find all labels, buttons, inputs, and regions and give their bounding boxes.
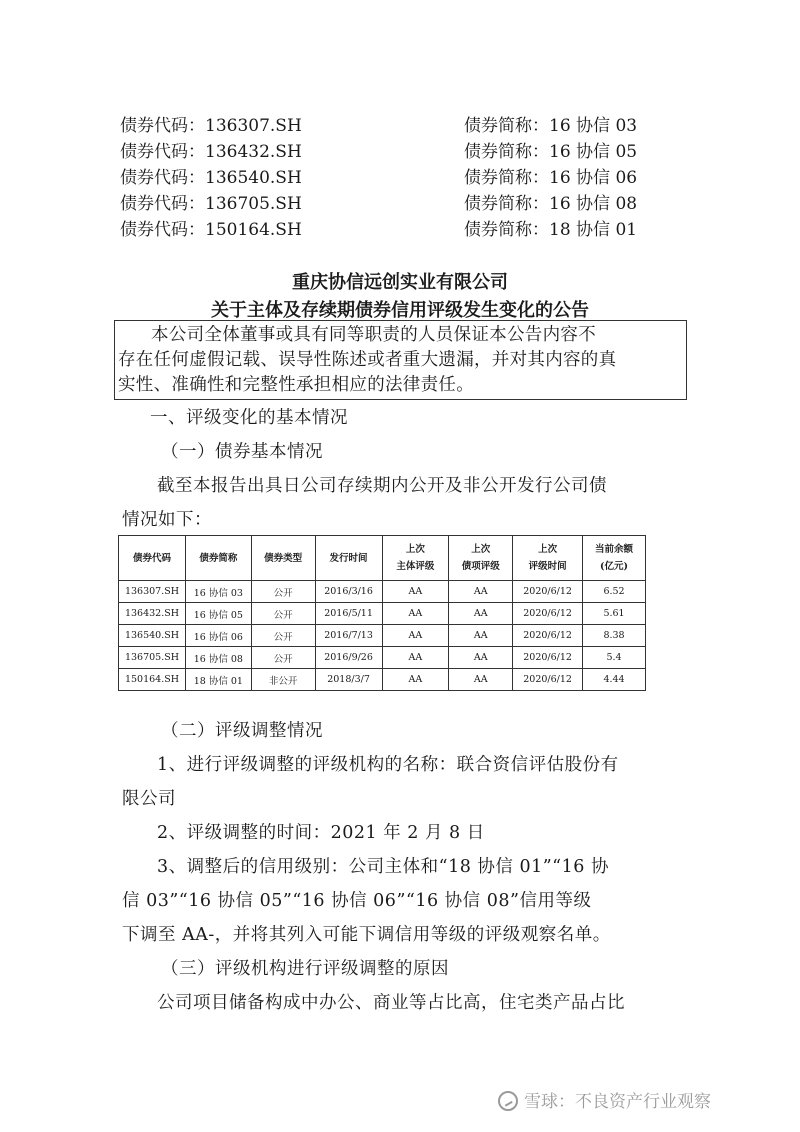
table-cell: 非公开 [251, 669, 315, 691]
snowball-logo-icon [498, 1091, 518, 1111]
table-header-cell: 上次 主体评级 [382, 536, 449, 581]
table-cell: 2020/6/12 [513, 669, 583, 691]
bond-short-name: 债券简称：16 协信 05 [464, 142, 638, 162]
table-cell: 18 协信 01 [185, 669, 251, 691]
paragraph-line: 公司项目储备构成中办公、商业等占比高，住宅类产品占比 [157, 993, 625, 1013]
table-cell: AA [449, 647, 513, 669]
table-row [119, 581, 646, 603]
table-cell: AA [382, 581, 449, 603]
paragraph-line: 情况如下： [122, 510, 212, 530]
table-row [119, 625, 646, 647]
table-cell: 150164.SH [119, 669, 186, 691]
table-cell: AA [382, 625, 449, 647]
bond-code: 债券代码：150164.SH [120, 220, 302, 240]
bond-short-name: 债券简称：16 协信 08 [464, 194, 638, 214]
subsection-heading-1: （一）债券基本情况 [161, 442, 323, 462]
watermark [498, 1087, 711, 1112]
table-cell: 2016/9/26 [315, 647, 382, 669]
bond-short-name: 债券简称：16 协信 06 [464, 168, 638, 188]
bond-short-name: 债券简称：18 协信 01 [464, 220, 638, 240]
paragraph-line: 2、评级调整的时间：2021 年 2 月 8 日 [157, 823, 485, 843]
bond-code-row [120, 191, 680, 217]
table-cell: 公开 [251, 625, 315, 647]
paragraph-line: 3、调整后的信用级别：公司主体和“18 协信 01”“16 协 [157, 857, 609, 877]
table-cell: AA [382, 603, 449, 625]
watermark-text: 雪球：不良资产行业观察 [524, 1092, 711, 1112]
table-cell: 2016/7/13 [315, 625, 382, 647]
document-title-company: 重庆协信远创实业有限公司 [292, 272, 508, 293]
table-cell: 2020/6/12 [513, 603, 583, 625]
table-cell: 8.38 [583, 625, 646, 647]
table-cell: 16 协信 03 [185, 581, 251, 603]
table-cell: 2018/3/7 [315, 669, 382, 691]
paragraph-line: 下调至 AA-，并将其列入可能下调信用等级的评级观察名单。 [122, 925, 611, 945]
paragraph-line: 1、进行评级调整的评级机构的名称：联合资信评估股份有 [157, 755, 619, 775]
bond-table [118, 535, 646, 691]
table-cell: 5.61 [583, 603, 646, 625]
table-cell: 公开 [251, 581, 315, 603]
bond-code-row [120, 217, 680, 243]
table-header-cell: 债券简称 [185, 536, 251, 581]
paragraph-line: 限公司 [122, 789, 176, 809]
table-cell: AA [449, 625, 513, 647]
bond-code-list [120, 113, 680, 243]
disclaimer-line: 存在任何虚假记载、误导性陈述或者重大遗漏，并对其内容的真 [118, 350, 617, 370]
bond-code: 债券代码：136307.SH [120, 116, 302, 136]
table-header-cell: 上次 评级时间 [513, 536, 583, 581]
table-cell: 2020/6/12 [513, 625, 583, 647]
paragraph-line: 信 03”“16 协信 05”“16 协信 06”“16 协信 08”信用等级 [122, 891, 592, 911]
paragraph-line: 截至本报告出具日公司存续期内公开及非公开发行公司债 [157, 476, 607, 496]
disclaimer-box [114, 320, 687, 400]
table-cell: 16 协信 06 [185, 625, 251, 647]
table-header-cell: 债券类型 [251, 536, 315, 581]
subsection-heading-2: （二）评级调整情况 [161, 721, 323, 741]
bond-code: 债券代码：136705.SH [120, 194, 302, 214]
table-cell: 公开 [251, 603, 315, 625]
table-header-cell: 当前余额 (亿元) [583, 536, 646, 581]
bond-code-row [120, 165, 680, 191]
table-cell: 2020/6/12 [513, 647, 583, 669]
table-cell: AA [382, 669, 449, 691]
table-cell: 16 协信 05 [185, 603, 251, 625]
table-cell: AA [449, 669, 513, 691]
table-cell: 2020/6/12 [513, 581, 583, 603]
bond-code-row [120, 113, 680, 139]
table-cell: 6.52 [583, 581, 646, 603]
disclaimer-line: 实性、准确性和完整性承担相应的法律责任。 [118, 375, 474, 395]
table-header-cell: 上次 债项评级 [449, 536, 513, 581]
table-cell: 136432.SH [119, 603, 186, 625]
bond-code: 债券代码：136540.SH [120, 168, 302, 188]
table-header-cell: 债券代码 [119, 536, 186, 581]
table-cell: 4.44 [583, 669, 646, 691]
table-header-row [119, 536, 646, 581]
table-cell: 136705.SH [119, 647, 186, 669]
table-cell: AA [449, 581, 513, 603]
bond-code-row [120, 139, 680, 165]
table-row [119, 647, 646, 669]
disclaimer-line: 本公司全体董事或具有同等职责的人员保证本公告内容不 [151, 325, 596, 345]
table-cell: 136540.SH [119, 625, 186, 647]
table-cell: 136307.SH [119, 581, 186, 603]
bond-short-name: 债券简称：16 协信 03 [464, 116, 638, 136]
table-cell: AA [382, 647, 449, 669]
table-cell: 16 协信 08 [185, 647, 251, 669]
table-row [119, 603, 646, 625]
section-heading-1: 一、评级变化的基本情况 [150, 408, 348, 428]
bond-code: 债券代码：136432.SH [120, 142, 302, 162]
document-title-subject: 关于主体及存续期债券信用评级发生变化的公告 [211, 300, 589, 321]
table-row [119, 669, 646, 691]
table-cell: 2016/3/16 [315, 581, 382, 603]
table-cell: 2016/5/11 [315, 603, 382, 625]
table-cell: 5.4 [583, 647, 646, 669]
table-header-cell: 发行时间 [315, 536, 382, 581]
subsection-heading-3: （三）评级机构进行评级调整的原因 [161, 959, 449, 979]
table-cell: AA [449, 603, 513, 625]
table-cell: 公开 [251, 647, 315, 669]
